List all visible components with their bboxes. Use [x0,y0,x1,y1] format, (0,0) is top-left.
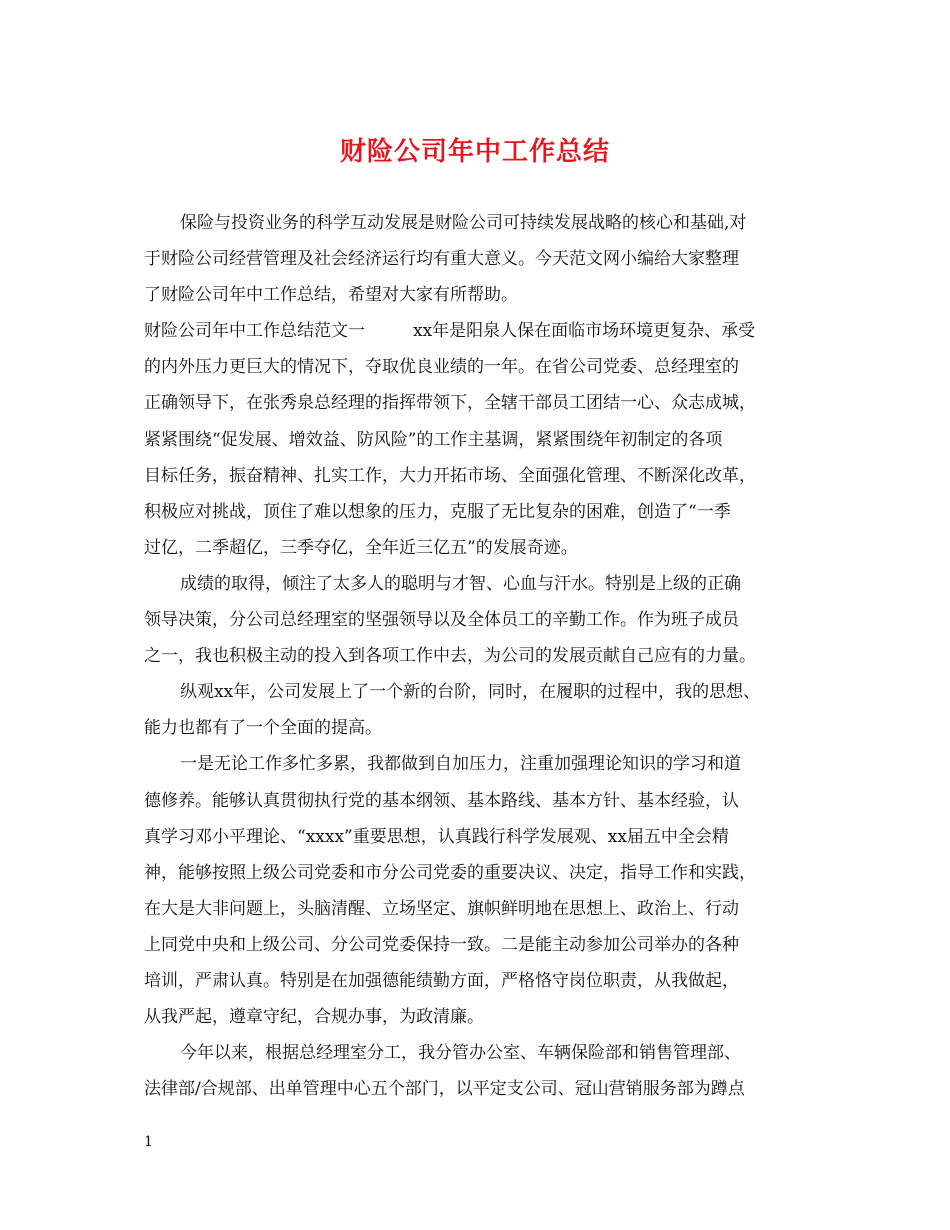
body-line: 一是无论工作多忙多累，我都做到自加压力，注重加强理论知识的学习和道 [180,754,741,775]
body-line: 今年以来，根据总经理室分工，我分管办公室、车辆保险部和销售管理部、 [180,1043,741,1064]
body-line: 纵观xx年，公司发展上了一个新的台阶，同时，在履职的过程中，我的思想、 [180,682,761,703]
body-line: 过亿，二季超亿，三季夺亿，全年近三亿五”的发展奇迹。 [144,537,578,558]
body-line: 目标任务，振奋精神、扎实工作，大力开拓市场、全面强化管理、不断深化改革， [144,465,756,486]
body-line: 神，能够按照上级公司党委和市分公司党委的重要决议、决定，指导工作和实践， [144,862,756,883]
document-title: 财险公司年中工作总结 [339,137,610,167]
body-line: 德修养。能够认真贯彻执行党的基本纲领、基本路线、基本方针、基本经验，认 [144,790,739,811]
body-line: 在大是大非问题上，头脑清醒、立场坚定、旗帜鲜明地在思想上、政治上、行动 [144,898,739,919]
body-line: 之一，我也积极主动的投入到各项工作中去，为公司的发展贡献自己应有的力量。 [144,646,756,667]
document-body [144,205,814,1107]
body-line: 上同党中央和上级公司、分公司党委保持一致。二是能主动参加公司举办的各种 [144,934,739,955]
sample-heading: 财险公司年中工作总结范文一 [144,321,365,342]
body-line: 的内外压力更巨大的情况下，夺取优良业绩的一年。在省公司党委、总经理室的 [144,357,739,378]
body-line: 能力也都有了一个全面的提高。 [144,718,382,739]
body-line: 积极应对挑战，顶住了难以想象的压力，克服了无比复杂的困难，创造了“一季 [144,501,731,522]
page-number: 1 [144,1134,153,1150]
body-line: 成绩的取得，倾注了太多人的聪明与才智、心血与汗水。特别是上级的正确 [180,573,741,594]
body-line: 法律部/合规部、出单管理中心五个部门，以平定支公司、冠山营销服务部为蹲点 [144,1079,745,1100]
body-line-sample-heading [144,313,814,349]
body-line: 从我严起，遵章守纪，合规办事，为政清廉。 [144,1007,484,1028]
body-line: 紧紧围绕“促发展、增效益、防风险”的工作主基调，紧紧围绕年初制定的各项 [144,429,723,450]
body-line: 正确领导下，在张秀泉总经理的指挥带领下，全辖干部员工团结一心、众志成城， [144,393,756,414]
body-line: 保险与投资业务的科学互动发展是财险公司可持续发展战略的核心和基础,对 [180,213,747,233]
body-line-text: xx年是阳泉人保在面临市场环境更复杂、承受 [413,321,756,342]
body-line: 培训，严肃认真。特别是在加强德能绩勤方面，严格恪守岗位职责，从我做起， [144,970,739,991]
body-line: 真学习邓小平理论、“xxxx”重要思想，认真践行科学发展观、xx届五中全会精 [144,826,729,847]
body-line: 了财险公司年中工作总结，希望对大家有所帮助。 [144,285,518,306]
body-line: 领导决策，分公司总经理室的坚强领导以及全体员工的辛勤工作。作为班子成员 [144,610,739,631]
body-line: 于财险公司经营管理及社会经济运行均有重大意义。今天范文网小编给大家整理 [144,249,739,270]
